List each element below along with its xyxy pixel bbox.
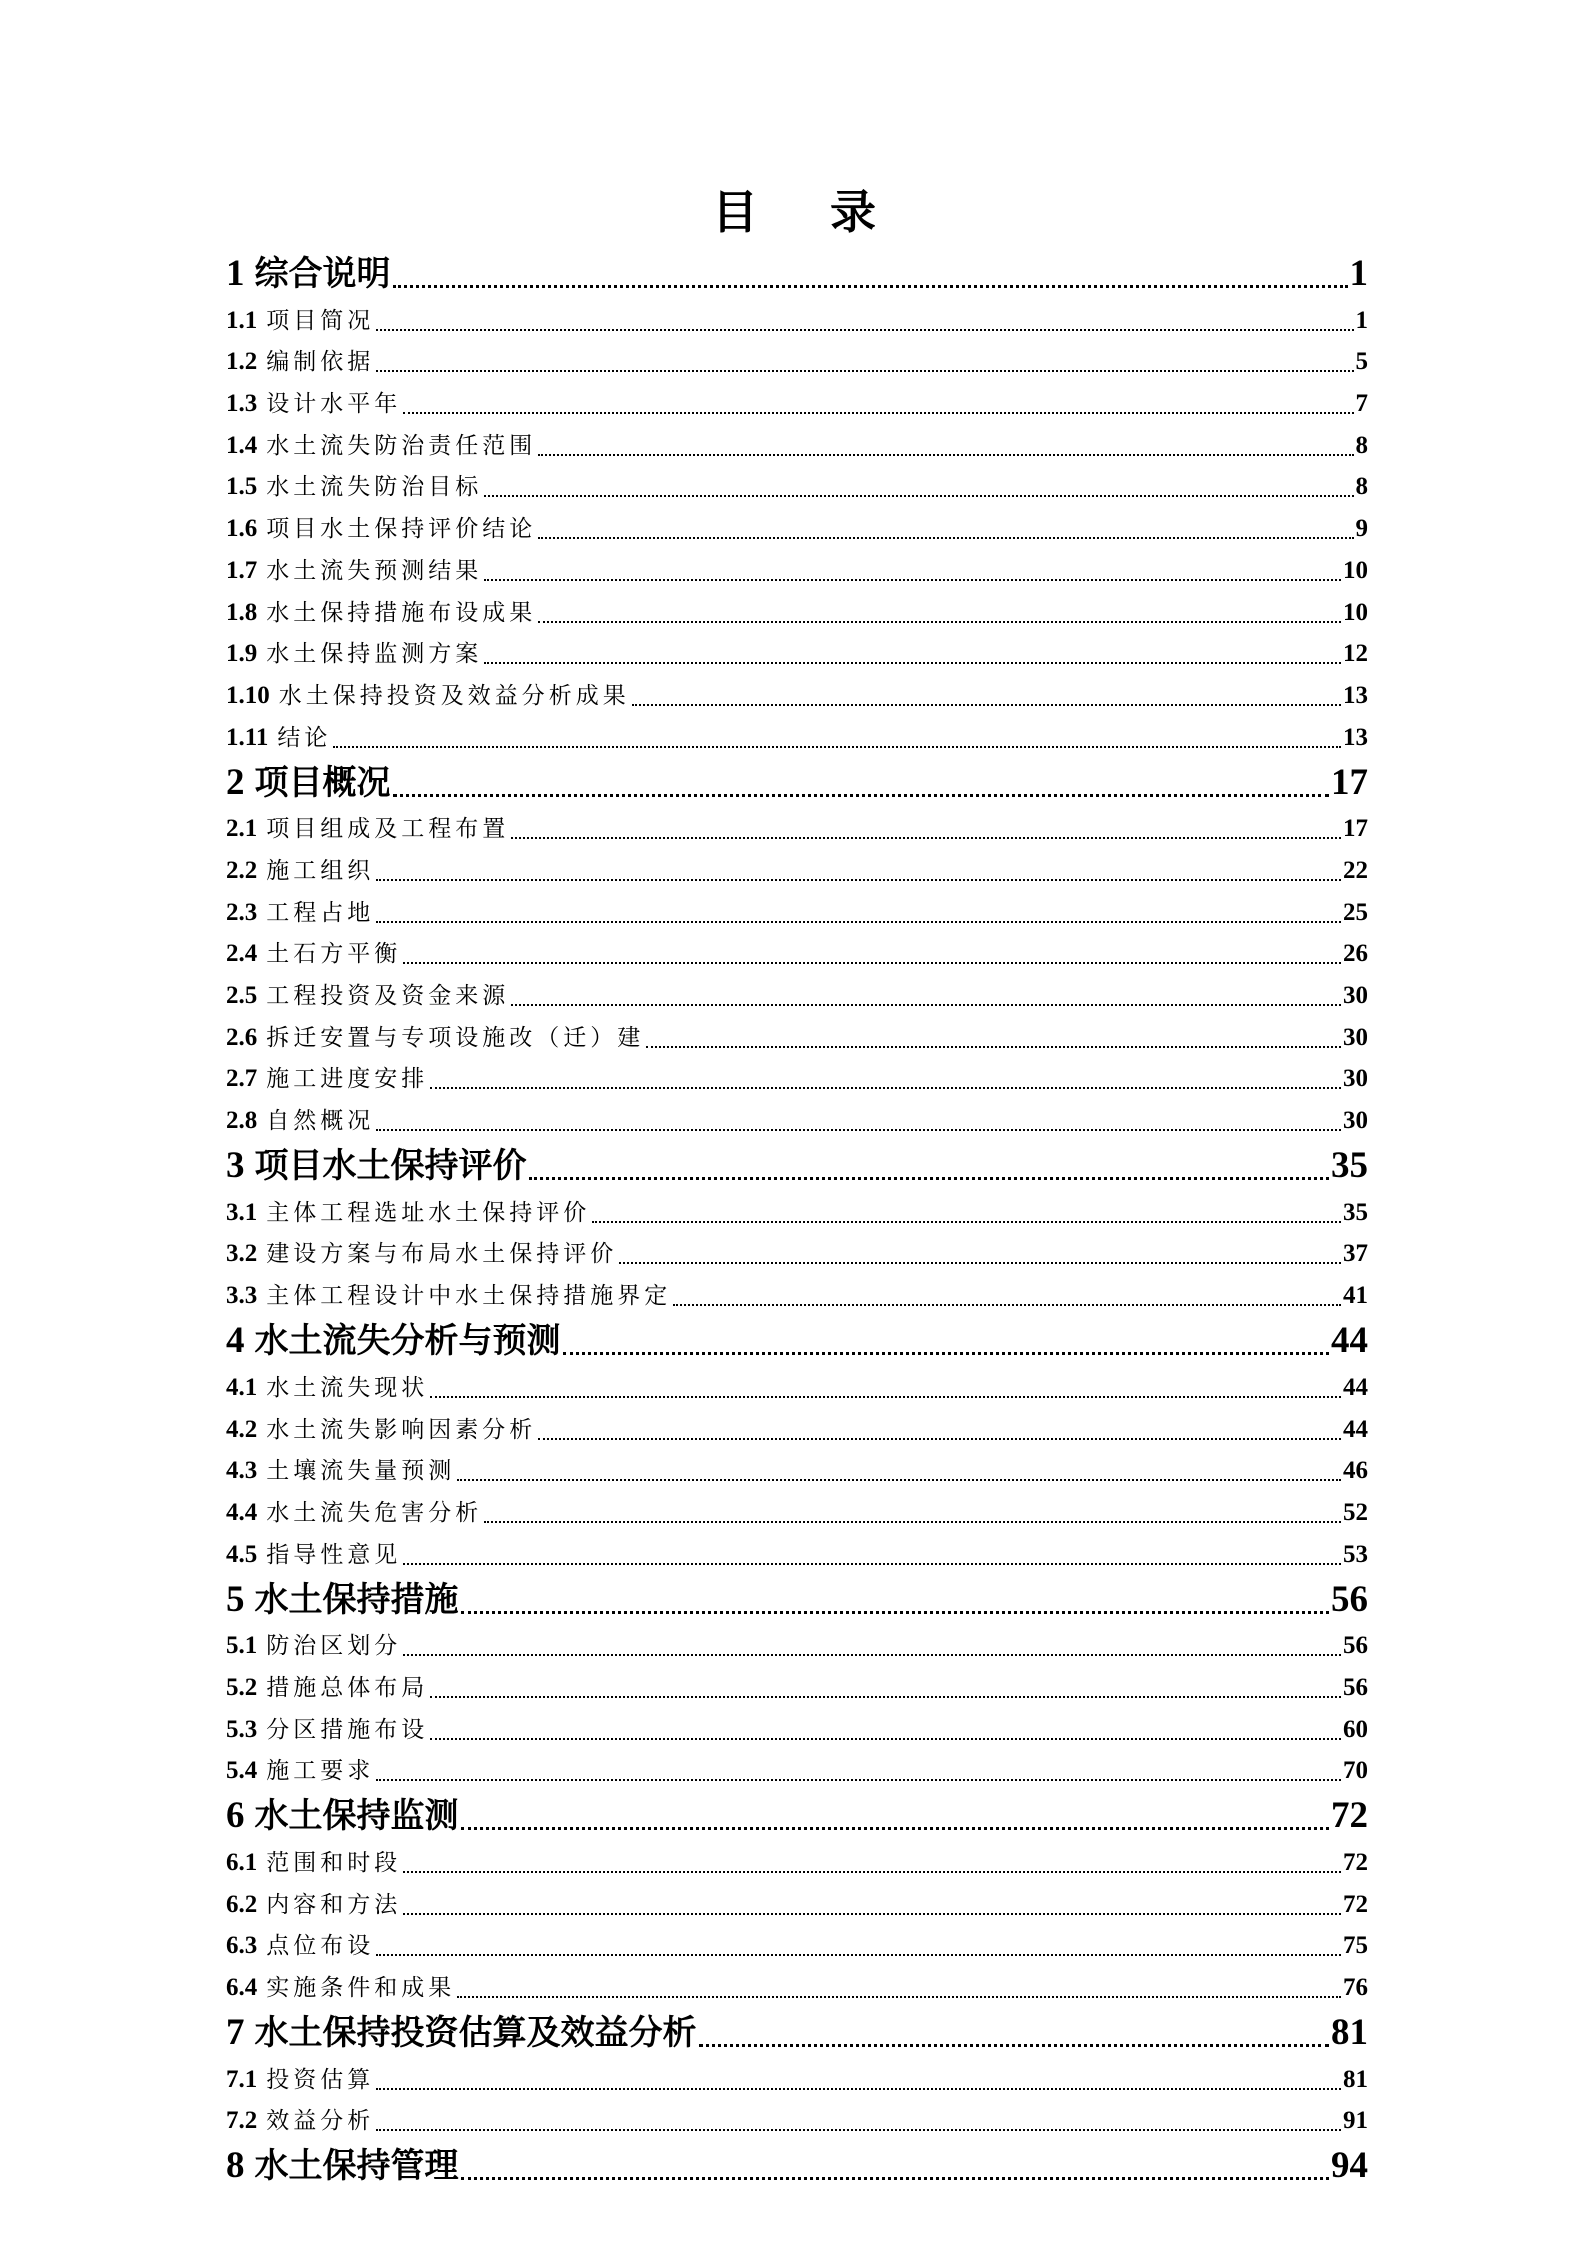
toc-section-entry[interactable] xyxy=(226,673,1368,715)
toc-entry-number: 2.1 xyxy=(226,815,258,843)
toc-entry-number: 8 xyxy=(226,2145,245,2187)
toc-section-entry[interactable] xyxy=(226,632,1368,674)
toc-entry-number: 2.4 xyxy=(226,940,258,968)
toc-entry-number: 1.4 xyxy=(226,431,258,459)
toc-chapter-entry[interactable] xyxy=(226,757,1368,807)
toc-page-number: 53 xyxy=(1343,1540,1368,1568)
toc-entry-title: 项目水土保持评价 xyxy=(254,1146,527,1187)
toc-dot-leader xyxy=(376,298,1353,340)
toc-entry-title: 水土保持管理 xyxy=(254,2146,459,2187)
page-title: 目 录 xyxy=(711,185,904,239)
toc-entry-title: 设计水平年 xyxy=(266,391,402,418)
toc-dot-leader xyxy=(393,757,1330,807)
toc-page-number: 72 xyxy=(1343,1890,1368,1918)
toc-entry-number: 1.5 xyxy=(226,473,258,501)
toc-entry-title: 水土流失现状 xyxy=(266,1374,429,1401)
toc-section-entry[interactable] xyxy=(226,381,1368,423)
toc-entry-title: 水土流失防治责任范围 xyxy=(266,432,537,459)
toc-dot-leader xyxy=(511,807,1341,849)
toc-page-number: 12 xyxy=(1343,640,1368,668)
toc-entry-number: 2 xyxy=(226,761,245,803)
toc-entry-title: 拆迁安置与专项设施改（迁）建 xyxy=(266,1024,645,1051)
toc-section-entry[interactable] xyxy=(226,973,1368,1015)
toc-entry-number: 4.5 xyxy=(226,1540,258,1568)
toc-entry-number: 7.2 xyxy=(226,2107,258,2135)
toc-dot-leader xyxy=(403,932,1341,974)
toc-entry-number: 1.2 xyxy=(226,348,258,376)
toc-entry-number: 7.1 xyxy=(226,2065,258,2093)
toc-entry-title: 水土保持投资估算及效益分析 xyxy=(254,2013,697,2054)
toc-dot-leader xyxy=(403,381,1353,423)
toc-entry-title: 范围和时段 xyxy=(266,1850,402,1876)
toc-section-entry[interactable] xyxy=(226,890,1368,932)
toc-section-entry[interactable] xyxy=(226,1882,1368,1924)
toc-dot-leader xyxy=(376,848,1341,890)
toc-entry-number: 6.4 xyxy=(226,1974,258,2002)
toc-entry-number: 1 xyxy=(226,253,245,294)
toc-dot-leader xyxy=(592,1190,1341,1232)
toc-entry-title: 水土保持措施 xyxy=(254,1579,459,1620)
toc-section-entry[interactable] xyxy=(226,1190,1368,1232)
toc-section-entry[interactable] xyxy=(226,423,1368,465)
toc-entry-title: 水土流失影响因素分析 xyxy=(266,1416,537,1443)
toc-page-number: 1 xyxy=(1355,306,1368,334)
toc-entry-number: 7 xyxy=(226,2012,245,2054)
toc-page-number: 35 xyxy=(1331,1145,1368,1187)
toc-chapter-entry[interactable] xyxy=(226,2140,1368,2190)
toc-entry-title: 水土流失防治目标 xyxy=(266,474,483,501)
toc-page-number: 72 xyxy=(1343,1849,1368,1876)
toc-entry-number: 2.6 xyxy=(226,1023,258,1051)
toc-page-number: 44 xyxy=(1343,1415,1368,1443)
toc-dot-leader xyxy=(430,1057,1341,1099)
toc-page-number: 81 xyxy=(1343,2065,1368,2093)
toc-section-entry[interactable] xyxy=(226,298,1368,340)
toc-dot-leader xyxy=(538,506,1353,548)
toc-entry-title: 分区措施布设 xyxy=(266,1716,429,1743)
toc-entry-number: 1.1 xyxy=(226,306,258,334)
toc-page-number: 7 xyxy=(1355,390,1368,418)
toc-page-number: 9 xyxy=(1355,515,1368,543)
toc-section-entry[interactable] xyxy=(226,2057,1368,2099)
toc-dot-leader xyxy=(403,1840,1341,1882)
toc-entry-title: 工程投资及资金来源 xyxy=(266,983,510,1009)
toc-entry-title: 主体工程选址水土保持评价 xyxy=(266,1199,591,1226)
toc-page-number: 35 xyxy=(1343,1198,1368,1226)
toc-entry-title: 点位布设 xyxy=(266,1933,375,1960)
toc-page-number: 8 xyxy=(1355,473,1368,501)
toc-entry-title: 内容和方法 xyxy=(266,1891,402,1918)
toc-section-entry[interactable] xyxy=(226,1707,1368,1749)
toc-page-number: 10 xyxy=(1343,598,1368,626)
toc-page-number: 26 xyxy=(1343,940,1368,968)
toc-section-entry[interactable] xyxy=(226,1624,1368,1666)
toc-dot-leader xyxy=(632,673,1341,715)
toc-entry-number: 5.1 xyxy=(226,1632,258,1660)
toc-dot-leader xyxy=(699,2007,1330,2057)
toc-section-entry[interactable] xyxy=(226,1840,1368,1882)
toc-section-entry[interactable] xyxy=(226,1015,1368,1057)
toc-chapter-entry[interactable] xyxy=(226,2007,1368,2057)
toc-section-entry[interactable] xyxy=(226,1965,1368,2007)
toc-entry-number: 5.3 xyxy=(226,1715,258,1743)
toc-section-entry[interactable] xyxy=(226,1365,1368,1407)
toc-page-number: 17 xyxy=(1331,761,1368,803)
toc-entry-title: 效益分析 xyxy=(266,2108,375,2135)
toc-entry-number: 2.3 xyxy=(226,898,258,926)
toc-dot-leader xyxy=(457,1449,1341,1491)
toc-page-number: 44 xyxy=(1331,1320,1368,1362)
toc-entry-number: 6.3 xyxy=(226,1932,258,1960)
toc-page-number: 60 xyxy=(1343,1715,1368,1743)
toc-section-entry[interactable] xyxy=(226,848,1368,890)
toc-dot-leader xyxy=(430,1707,1341,1749)
toc-dot-leader xyxy=(376,1924,1341,1966)
toc-page-number: 91 xyxy=(1343,2107,1368,2135)
toc-page-number: 46 xyxy=(1343,1457,1368,1485)
toc-chapter-entry[interactable] xyxy=(226,1140,1368,1190)
toc-dot-leader xyxy=(646,1015,1341,1057)
toc-entry-title: 编制依据 xyxy=(266,349,375,376)
toc-entry-number: 6.1 xyxy=(226,1849,258,1876)
toc-entry-title: 水土流失危害分析 xyxy=(266,1499,483,1526)
toc-dot-leader xyxy=(393,248,1348,298)
toc-dot-leader xyxy=(376,340,1353,382)
toc-dot-leader xyxy=(673,1273,1341,1315)
toc-entry-number: 4.4 xyxy=(226,1498,258,1526)
toc-page-number: 1 xyxy=(1349,253,1368,294)
toc-dot-leader xyxy=(461,1790,1330,1840)
toc-page-number: 94 xyxy=(1331,2145,1368,2187)
toc-entry-number: 1.3 xyxy=(226,390,258,418)
toc-entry-number: 2.5 xyxy=(226,982,258,1009)
toc-section-entry[interactable] xyxy=(226,1749,1368,1791)
toc-entry-number: 3.2 xyxy=(226,1240,258,1268)
toc-entry-title: 水土流失分析与预测 xyxy=(254,1321,561,1362)
toc-entry-number: 1.8 xyxy=(226,598,258,626)
toc-dot-leader xyxy=(430,1665,1341,1707)
table-of-contents xyxy=(226,248,1368,2190)
toc-entry-title: 实施条件和成果 xyxy=(266,1975,456,2002)
toc-section-entry[interactable] xyxy=(226,340,1368,382)
toc-dot-leader xyxy=(484,1490,1341,1532)
toc-entry-title: 建设方案与布局水土保持评价 xyxy=(266,1241,618,1268)
toc-entry-title: 投资估算 xyxy=(266,2066,375,2093)
toc-page-number: 52 xyxy=(1343,1498,1368,1526)
toc-entry-number: 2.7 xyxy=(226,1065,258,1093)
toc-section-entry[interactable] xyxy=(226,548,1368,590)
toc-entry-title: 综合说明 xyxy=(254,254,391,294)
toc-page-number: 25 xyxy=(1343,898,1368,926)
toc-dot-leader xyxy=(484,548,1341,590)
toc-entry-title: 结论 xyxy=(277,724,332,751)
toc-entry-number: 6 xyxy=(226,1795,245,1837)
toc-section-entry[interactable] xyxy=(226,506,1368,548)
toc-page-number: 75 xyxy=(1343,1932,1368,1960)
toc-chapter-entry[interactable] xyxy=(226,1315,1368,1365)
toc-dot-leader xyxy=(461,1574,1330,1624)
toc-entry-title: 水土保持措施布设成果 xyxy=(266,599,537,626)
toc-dot-leader xyxy=(461,2140,1330,2190)
toc-page-number: 10 xyxy=(1343,556,1368,584)
toc-section-entry[interactable] xyxy=(226,807,1368,849)
toc-dot-leader xyxy=(538,423,1353,465)
toc-entry-title: 主体工程设计中水土保持措施界定 xyxy=(266,1283,672,1310)
toc-section-entry[interactable] xyxy=(226,1532,1368,1574)
toc-dot-leader xyxy=(376,890,1341,932)
toc-dot-leader xyxy=(403,1882,1341,1924)
toc-entry-title: 水土保持监测 xyxy=(254,1796,459,1837)
toc-entry-number: 2.2 xyxy=(226,856,258,884)
toc-dot-leader xyxy=(511,973,1341,1015)
toc-entry-number: 1.9 xyxy=(226,640,258,668)
toc-dot-leader xyxy=(484,632,1341,674)
toc-page-number: 41 xyxy=(1343,1282,1368,1310)
toc-entry-title: 施工组织 xyxy=(266,857,375,884)
toc-page-number: 5 xyxy=(1355,348,1368,376)
toc-section-entry[interactable] xyxy=(226,1449,1368,1491)
toc-entry-title: 水土流失预测结果 xyxy=(266,557,483,584)
toc-dot-leader xyxy=(376,2057,1341,2099)
toc-entry-title: 指导性意见 xyxy=(266,1541,402,1568)
toc-dot-leader xyxy=(538,1407,1341,1449)
toc-dot-leader xyxy=(484,465,1353,507)
toc-page-number: 30 xyxy=(1343,1023,1368,1051)
toc-entry-number: 6.2 xyxy=(226,1890,258,1918)
toc-page-number: 81 xyxy=(1331,2012,1368,2054)
toc-section-entry[interactable] xyxy=(226,1665,1368,1707)
toc-page-number: 30 xyxy=(1343,1065,1368,1093)
toc-page-number: 22 xyxy=(1343,856,1368,884)
toc-section-entry[interactable] xyxy=(226,2099,1368,2141)
toc-entry-title: 水土保持监测方案 xyxy=(266,641,483,668)
toc-page-number: 13 xyxy=(1343,723,1368,751)
toc-chapter-entry[interactable] xyxy=(226,1790,1368,1840)
toc-entry-number: 2.8 xyxy=(226,1107,258,1135)
toc-page-number: 56 xyxy=(1331,1578,1368,1620)
toc-section-entry[interactable] xyxy=(226,1490,1368,1532)
toc-entry-number: 1.6 xyxy=(226,515,258,543)
toc-dot-leader xyxy=(529,1140,1330,1190)
toc-entry-title: 项目水土保持评价结论 xyxy=(266,516,537,543)
toc-dot-leader xyxy=(333,715,1341,757)
toc-page-number: 44 xyxy=(1343,1373,1368,1401)
toc-dot-leader xyxy=(619,1232,1341,1274)
toc-entry-number: 4 xyxy=(226,1320,245,1362)
toc-entry-number: 3 xyxy=(226,1145,245,1187)
toc-page-number: 8 xyxy=(1355,431,1368,459)
toc-page-number: 56 xyxy=(1343,1673,1368,1701)
toc-page-number: 72 xyxy=(1331,1795,1368,1837)
toc-entry-number: 5.2 xyxy=(226,1673,258,1701)
toc-page-number: 13 xyxy=(1343,681,1368,709)
toc-section-entry[interactable] xyxy=(226,932,1368,974)
toc-entry-title: 水土保持投资及效益分析成果 xyxy=(278,682,630,709)
toc-dot-leader xyxy=(403,1532,1341,1574)
toc-entry-title: 自然概况 xyxy=(266,1108,375,1135)
toc-entry-title: 措施总体布局 xyxy=(266,1674,429,1701)
toc-entry-number: 1.11 xyxy=(226,723,269,751)
toc-section-entry[interactable] xyxy=(226,1098,1368,1140)
toc-dot-leader xyxy=(376,2099,1341,2141)
toc-page-number: 56 xyxy=(1343,1632,1368,1660)
toc-dot-leader xyxy=(457,1965,1341,2007)
toc-section-entry[interactable] xyxy=(226,1924,1368,1966)
toc-dot-leader xyxy=(538,590,1341,632)
toc-entry-number: 5 xyxy=(226,1578,245,1620)
toc-section-entry[interactable] xyxy=(226,1407,1368,1449)
toc-entry-title: 施工进度安排 xyxy=(266,1066,429,1093)
toc-entry-title: 项目简况 xyxy=(266,307,375,334)
toc-page-number: 76 xyxy=(1343,1974,1368,2002)
toc-dot-leader xyxy=(376,1098,1341,1140)
toc-entry-title: 防治区划分 xyxy=(266,1633,402,1660)
toc-page-number: 37 xyxy=(1343,1240,1368,1268)
toc-page-number: 30 xyxy=(1343,1107,1368,1135)
toc-entry-number: 1.10 xyxy=(226,681,270,709)
toc-entry-title: 施工要求 xyxy=(266,1758,375,1785)
toc-entry-title: 土石方平衡 xyxy=(266,941,402,968)
toc-entry-number: 3.1 xyxy=(226,1198,258,1226)
toc-page-number: 30 xyxy=(1343,982,1368,1009)
toc-entry-number: 5.4 xyxy=(226,1757,258,1785)
toc-entry-number: 4.2 xyxy=(226,1415,258,1443)
toc-chapter-entry[interactable] xyxy=(226,248,1368,298)
toc-entry-number: 4.1 xyxy=(226,1373,258,1401)
toc-entry-title: 项目概况 xyxy=(254,762,391,803)
toc-dot-leader xyxy=(403,1624,1341,1666)
toc-section-entry[interactable] xyxy=(226,715,1368,757)
toc-entry-title: 土壤流失量预测 xyxy=(266,1458,456,1485)
toc-section-entry[interactable] xyxy=(226,1057,1368,1099)
toc-section-entry[interactable] xyxy=(226,1273,1368,1315)
toc-page-number: 17 xyxy=(1343,815,1368,843)
toc-chapter-entry[interactable] xyxy=(226,1574,1368,1624)
toc-section-entry[interactable] xyxy=(226,465,1368,507)
toc-dot-leader xyxy=(376,1749,1341,1791)
toc-dot-leader xyxy=(430,1365,1341,1407)
toc-section-entry[interactable] xyxy=(226,1232,1368,1274)
toc-entry-title: 工程占地 xyxy=(266,899,375,926)
toc-entry-number: 3.3 xyxy=(226,1282,258,1310)
toc-dot-leader xyxy=(563,1315,1330,1365)
toc-section-entry[interactable] xyxy=(226,590,1368,632)
toc-page-number: 70 xyxy=(1343,1757,1368,1785)
toc-entry-title: 项目组成及工程布置 xyxy=(266,816,510,843)
toc-entry-number: 1.7 xyxy=(226,556,258,584)
toc-entry-number: 4.3 xyxy=(226,1457,258,1485)
